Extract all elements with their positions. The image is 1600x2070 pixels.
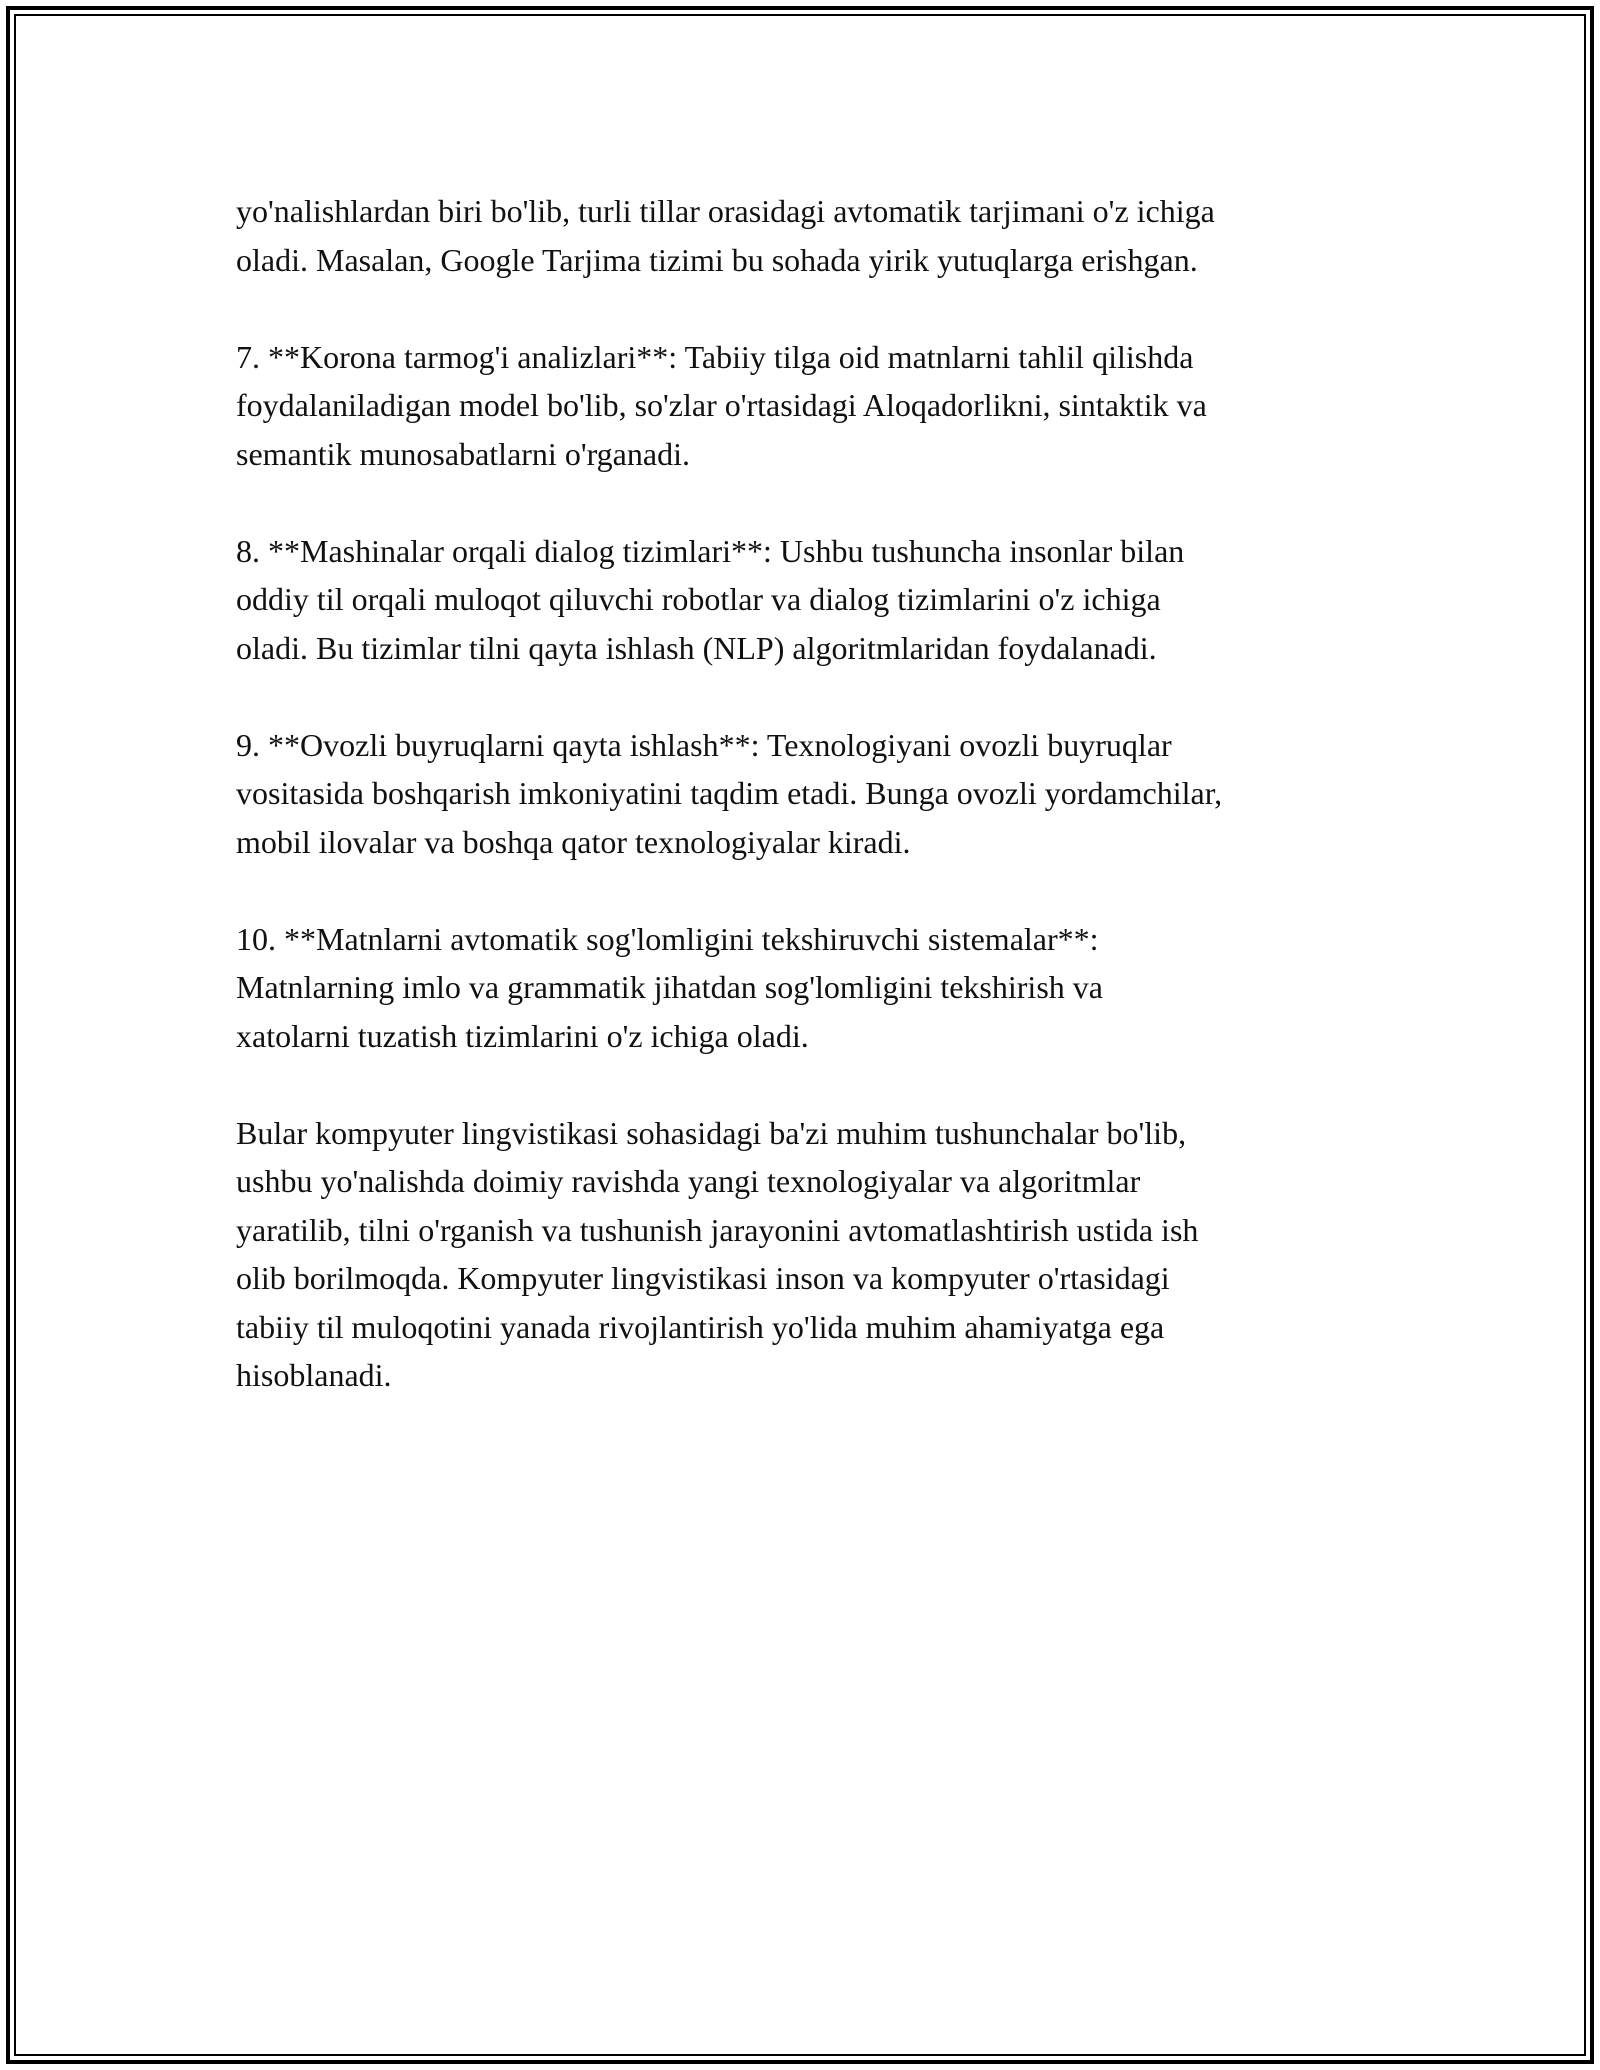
text-line: yaratilib, tilni o'rganish va tushunish jarayonini avtomatlashtirish ustida ish xyxy=(236,1211,1199,1248)
text-line: 10. **Matnlarni avtomatik sog'lomligini tekshiruvchi sistemalar**: xyxy=(236,920,1099,957)
paragraph-item-7 xyxy=(236,333,1376,479)
text-line: oddiy til orqali muloqot qiluvchi robotlar va dialog tizimlarini o'z ichiga xyxy=(236,581,1161,617)
text-line: oladi. Masalan, Google Tarjima tizimi bu sohada yirik yutuqlarga erishgan. xyxy=(236,241,1198,278)
text-line: 9. **Ovozli buyruqlarni qayta ishlash**: Texnologiyani ovozli buyruqlar xyxy=(236,726,1172,763)
text-line: Bular kompyuter lingvistikasi sohasidagi ba'zi muhim tushunchalar bo'lib, xyxy=(236,1114,1187,1151)
paragraph-item-9 xyxy=(236,721,1376,867)
text-line: tabiiy til muloqotini yanada rivojlantirish yo'lida muhim ahamiyatga ega xyxy=(236,1308,1165,1345)
text-line: ushbu yo'nalishda doimiy ravishda yangi texnologiyalar va algoritmlar xyxy=(236,1163,1141,1199)
text-line: vositasida boshqarish imkoniyatini taqdim etadi. Bunga ovozli yordamchilar, xyxy=(236,775,1223,811)
text-line: yo'nalishlardan biri bo'lib, turli tillar orasidagi avtomatik tarjimani o'z ichiga xyxy=(236,193,1215,229)
text-line: foydalaniladigan model bo'lib, so'zlar o'rtasidagi Aloqadorlikni, sintaktik va xyxy=(236,387,1207,423)
text-line: mobil ilovalar va boshqa qator texnologiyalar kiradi. xyxy=(236,823,911,860)
paragraph-item-10 xyxy=(236,915,1376,1061)
text-line: Matnlarning imlo va grammatik jihatdan sog'lomligini tekshirish va xyxy=(236,969,1103,1005)
paragraph-conclusion xyxy=(236,1109,1376,1400)
text-line: xatolarni tuzatish tizimlarini o'z ichiga oladi. xyxy=(236,1017,809,1054)
text-line: semantik munosabatlarni o'rganadi. xyxy=(236,435,690,472)
text-line: 7. **Korona tarmog'i analizlari**: Tabiiy tilga oid matnlarni tahlil qilishda xyxy=(236,338,1194,375)
paragraph-item-8 xyxy=(236,527,1376,673)
document-body xyxy=(236,187,1376,1448)
text-line: oladi. Bu tizimlar tilni qayta ishlash (NLP) algoritmlaridan foydalanadi. xyxy=(236,629,1157,666)
text-line: hisoblanadi. xyxy=(236,1357,392,1393)
text-line: 8. **Mashinalar orqali dialog tizimlari**: Ushbu tushuncha insonlar bilan xyxy=(236,532,1185,569)
text-line: olib borilmoqda. Kompyuter lingvistikasi inson va kompyuter o'rtasidagi xyxy=(236,1260,1170,1296)
paragraph-continuation xyxy=(236,187,1376,284)
